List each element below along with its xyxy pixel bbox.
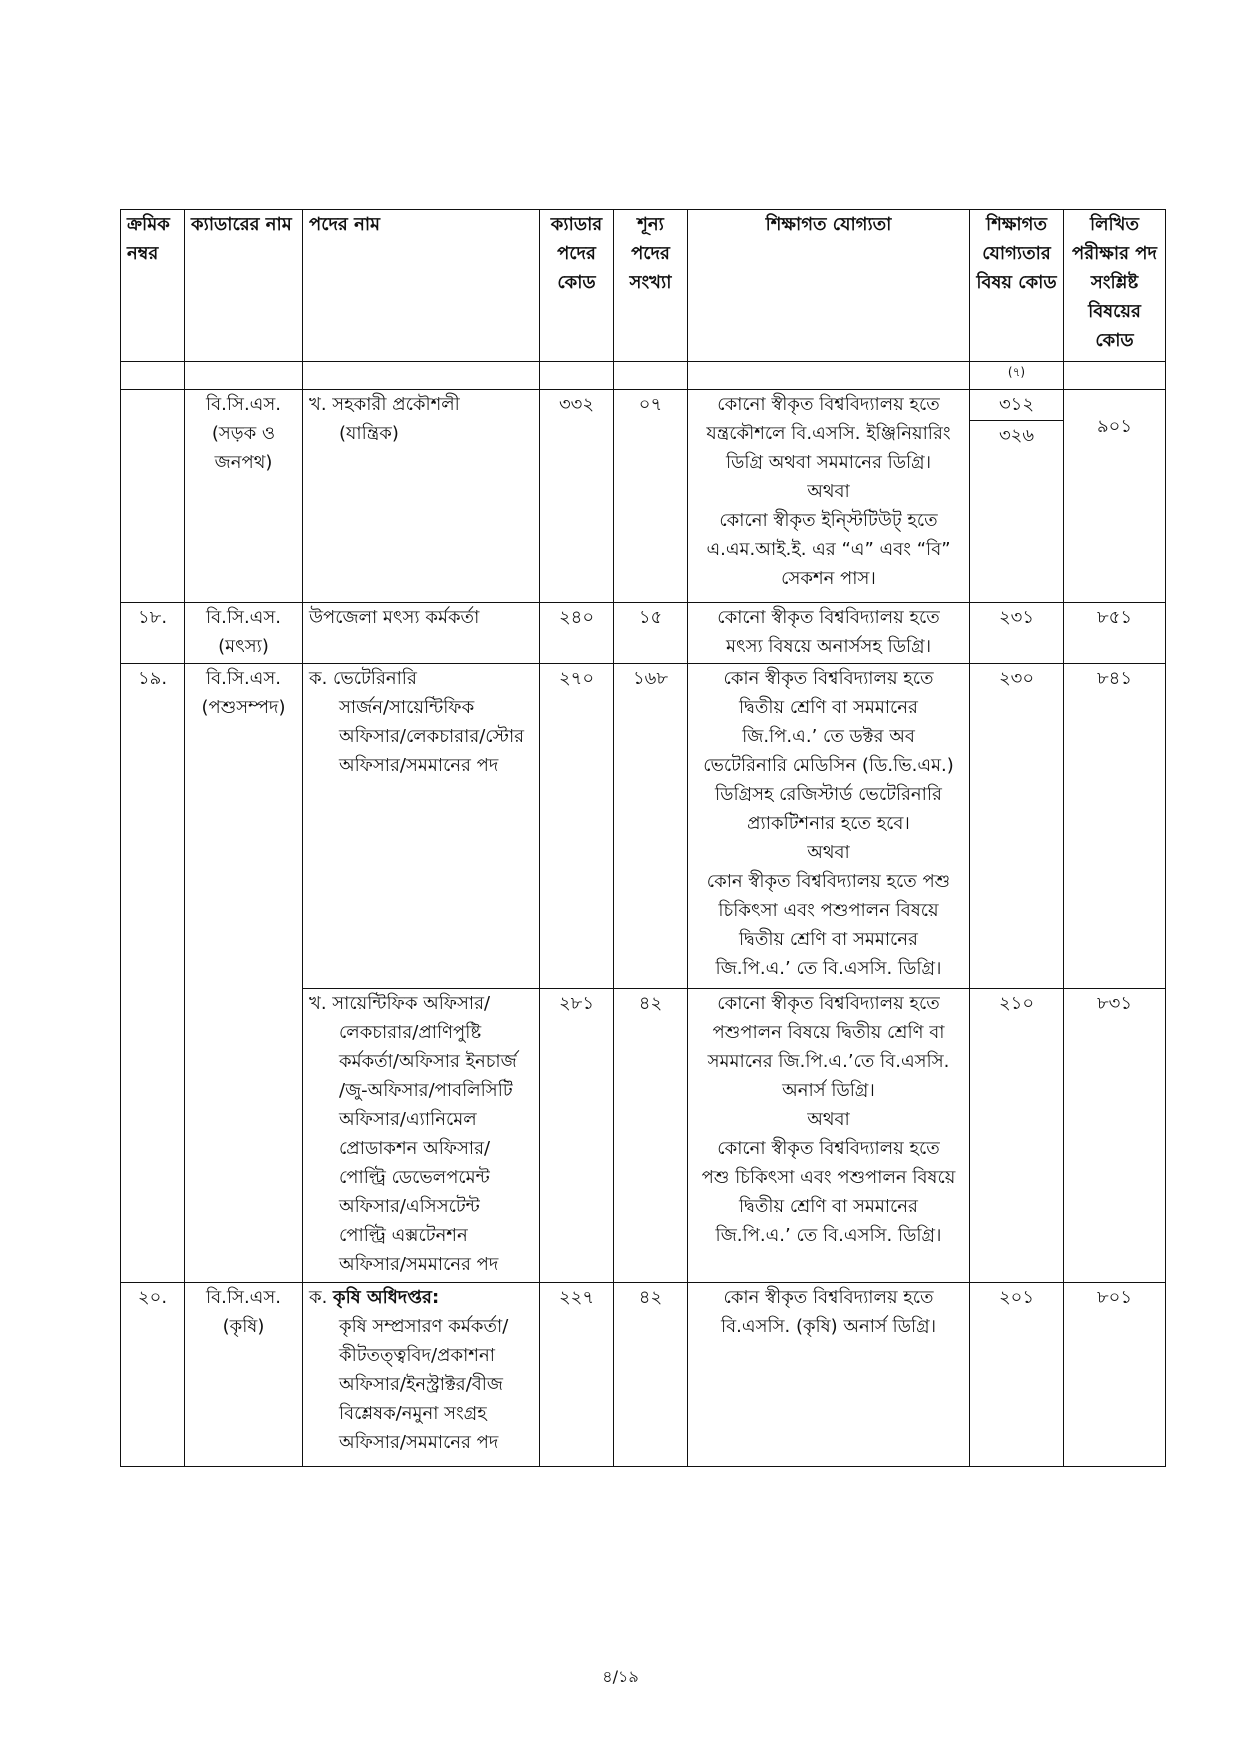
row-subject-code: ২৩১ — [970, 603, 1064, 664]
row-subject-code: ২১০ — [970, 989, 1064, 1283]
row-subject-codes — [970, 390, 1064, 603]
row-vacancy: ৪২ — [614, 1283, 688, 1467]
header-vacancy: শূন্য পদের সংখ্যা — [614, 210, 688, 362]
post-department: কৃষি অধিদপ্তর: — [333, 1287, 440, 1308]
row-subject-code: ২৩০ — [970, 664, 1064, 989]
table-row — [121, 1283, 1166, 1467]
row-post: ক. কৃষি অধিদপ্তর: কৃষি সম্প্রসারণ কর্মকর্তা/ কীটতত্ত্ববিদ/প্রকাশনা অফিসার/ইনস্ট্রাক্টর/বীজ বিশ্লেষক/নমুনা সংগ্রহ অফিসার/সমমানের পদ — [303, 1283, 540, 1467]
page-number: ৪/১৯ — [602, 1667, 639, 1686]
row-post: খ. সায়েন্টিফিক অফিসার/ লেকচারার/প্রাণিপুষ্টি কর্মকর্তা/অফিসার ইনচার্জ /জু-অফিসার/পাবলিসিটি অফিসার/এ্যানিমেল প্রোডাকশন অফিসার/ পোল্ট্রি ডেভেলপমেন্ট অফিসার/এসিসটেন্ট পোল্ট্রি এক্সটেনশন অফিসার/সমমানের পদ — [303, 989, 540, 1283]
row-post: উপজেলা মৎস্য কর্মকর্তা — [303, 603, 540, 664]
subject-code: ৩১২ — [998, 394, 1035, 415]
table-header — [121, 210, 1166, 362]
header-exam-code: লিখিত পরীক্ষার পদ সংশ্লিষ্ট বিষয়ের কোড — [1064, 210, 1166, 362]
row-cadre-code: ২২৭ — [540, 1283, 614, 1467]
row-qualification: কোন স্বীকৃত বিশ্ববিদ্যালয় হতে বি.এসসি. (কৃষি) অনার্স ডিগ্রি। — [688, 1283, 970, 1467]
header-serial: ক্রমিক নম্বর — [121, 210, 185, 362]
row-cadre: বি.সি.এস. (কৃষি) — [185, 1283, 303, 1467]
row-vacancy: ০৭ — [614, 390, 688, 603]
row-exam-code: ৮৪১ — [1064, 664, 1166, 989]
row-cadre: বি.সি.এস. (সড়ক ও জনপথ) — [185, 390, 303, 603]
header-cadre-name: ক্যাডারের নাম — [185, 210, 303, 362]
row-vacancy: ১৬৮ — [614, 664, 688, 989]
row-cadre-code: ২৭০ — [540, 664, 614, 989]
row-serial: ১৮. — [121, 603, 185, 664]
row-post: ক. ভেটেরিনারি সার্জন/সায়েন্টিফিক অফিসার/লেকচারার/স্টোর অফিসার/সমমানের পদ — [303, 664, 540, 989]
row-cadre-code: ৩৩২ — [540, 390, 614, 603]
cadre-table — [120, 209, 1166, 1467]
table-row — [121, 664, 1166, 989]
header-qualification: শিক্ষাগত যোগ্যতা — [688, 210, 970, 362]
row-vacancy: ৪২ — [614, 989, 688, 1283]
row-exam-code: ৮৫১ — [1064, 603, 1166, 664]
row-cadre-code: ২৮১ — [540, 989, 614, 1283]
row-cadre: বি.সি.এস. (পশুসম্পদ) — [185, 664, 303, 1283]
row-cadre-code: ২৪০ — [540, 603, 614, 664]
row-exam-code: ৮৩১ — [1064, 989, 1166, 1283]
header-post-name: পদের নাম — [303, 210, 540, 362]
row-qualification: কোনো স্বীকৃত বিশ্ববিদ্যালয় হতে পশুপালন বিষয়ে দ্বিতীয় শ্রেণি বা সমমানের জি.পি.এ.’তে বি.এসসি. অনার্স ডিগ্রি। অথবা কোনো স্বীকৃত বিশ্ববিদ্যালয় হতে পশু চিকিৎসা এবং পশুপালন বিষয়ে দ্বিতীয় শ্রেণি বা সমমানের জি.পি.এ.’ তে বি.এসসি. ডিগ্রি। — [688, 989, 970, 1283]
row-qualification: কোনো স্বীকৃত বিশ্ববিদ্যালয় হতে মৎস্য বিষয়ে অনার্সসহ ডিগ্রি। — [688, 603, 970, 664]
row-qualification: কোন স্বীকৃত বিশ্ববিদ্যালয় হতে দ্বিতীয় শ্রেণি বা সমমানের জি.পি.এ.’ তে ডক্টর অব ভেটেরিনারি মেডিসিন (ডি.ভি.এম.) ডিগ্রিসহ রেজিস্টার্ড ভেটেরিনারি প্র্যাকটিশনার হতে হবে। অথবা কোন স্বীকৃত বিশ্ববিদ্যালয় হতে পশু চিকিৎসা এবং পশুপালন বিষয়ে দ্বিতীয় শ্রেণি বা সমমানের জি.পি.এ.’ তে বি.এসসি. ডিগ্রি। — [688, 664, 970, 989]
row-serial: ২০. — [121, 1283, 185, 1467]
row-cadre: বি.সি.এস. (মৎস্য) — [185, 603, 303, 664]
row-serial — [121, 390, 185, 603]
row-exam-code: ৮০১ — [1064, 1283, 1166, 1467]
row-vacancy: ১৫ — [614, 603, 688, 664]
row-serial: ১৯. — [121, 664, 185, 1283]
row-qualification: কোনো স্বীকৃত বিশ্ববিদ্যালয় হতে যন্ত্রকৌশলে বি.এসসি. ইঞ্জিনিয়ারিং ডিগ্রি অথবা সমমানের ডিগ্রি। অথবা কোনো স্বীকৃত ইন্স্টিটিউট্ হতে এ.এম.আই.ই. এর “এ” এবং “বি” সেকশন পাস। — [688, 390, 970, 603]
table-row — [121, 603, 1166, 664]
header-cadre-code: ক্যাডার পদের কোড — [540, 210, 614, 362]
table-row — [121, 390, 1166, 603]
subject-code: ৩২৬ — [970, 421, 1063, 452]
row-exam-code: ৯০১ — [1064, 390, 1166, 603]
numbering-row — [121, 362, 1166, 390]
col7-marker: (৭) — [970, 362, 1064, 390]
header-subject-code: শিক্ষাগত যোগ্যতার বিষয় কোড — [970, 210, 1064, 362]
row-subject-code: ২০১ — [970, 1283, 1064, 1467]
row-post: খ. সহকারী প্রকৌশলী (যান্ত্রিক) — [303, 390, 540, 603]
